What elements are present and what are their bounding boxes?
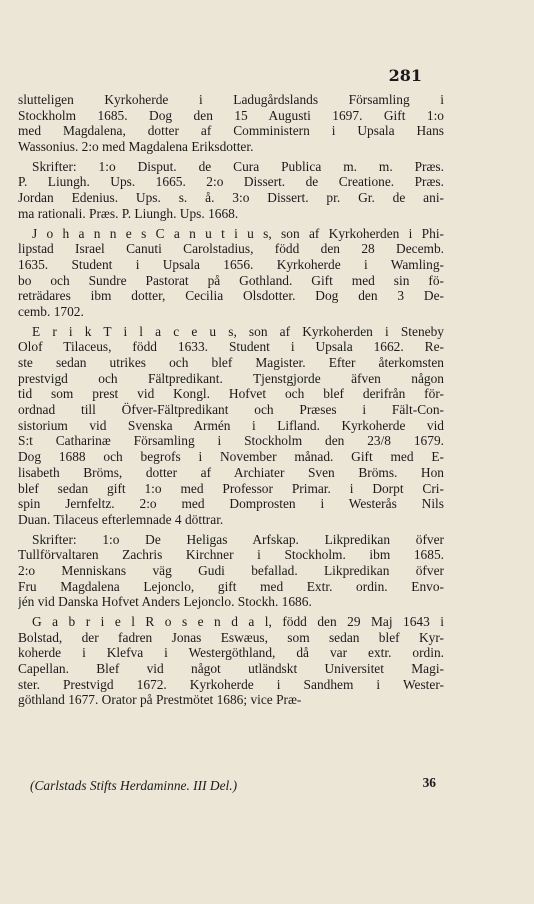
text-line: Jordan Edenius. Ups. s. å. 3:o Dissert. pr. Gr. de ani- bbox=[18, 190, 444, 206]
paragraph bbox=[18, 614, 444, 708]
text-line: Bolstad, der fadren Jonas Eswæus, som sedan blef Kyr- bbox=[18, 629, 444, 645]
text-line: Skrifter: 1:o De Heligas Arfskap. Likpredikan öfver bbox=[32, 531, 444, 547]
text-line: Stockholm 1685. Dog den 15 Augusti 1697. Gift 1:o bbox=[18, 107, 444, 123]
text-line: tid som prest vid Kongl. Hofvet och blef derifrån för- bbox=[18, 386, 444, 402]
text-line: med Magdalena, dotter af Comministern i Upsala Hans bbox=[18, 123, 444, 139]
text-line: ste sedan utrikes och blef Magister. Efter återkomsten bbox=[18, 355, 444, 370]
text-line: ordnad till Öfver-Fältpredikant och Præses i Fält-Con- bbox=[18, 402, 444, 418]
text-line: E r i k T i l a c e u s, son af Kyrkoherden i Steneby bbox=[32, 323, 444, 339]
text-line: Capellan. Blef vid något utländskt Universitet Magi- bbox=[18, 661, 444, 677]
text-line: P. Liungh. Ups. 1665. 2:o Dissert. de Creatione. Præs. bbox=[18, 174, 444, 190]
text-line: Skrifter: 1:o Disput. de Cura Publica m. m. Præs. bbox=[32, 158, 444, 174]
paragraph bbox=[18, 92, 444, 155]
text-line: Wassonius. 2:o med Magdalena Eriksdotter. bbox=[18, 139, 254, 155]
text-line: 1635. Student i Upsala 1656. Kyrkoherde i Wamling- bbox=[18, 256, 444, 272]
text-line: Olof Tilaceus, född 1633. Student i Upsala 1662. Re- bbox=[18, 339, 444, 355]
body-text bbox=[18, 92, 444, 708]
text-line: Dog 1688 och begrofs i November månad. Gift med E- bbox=[18, 449, 444, 465]
text-line: lipstad Israel Canuti Carolstadius, född den 28 Decemb. bbox=[18, 241, 444, 257]
text-line: spin Jernfeltz. 2:o med Domprosten i Westerås Nils bbox=[18, 496, 444, 512]
text-line: prestvigd och Fältpredikant. Tjenstgjorde äfven någon bbox=[18, 370, 444, 386]
text-line: ma rationali. Præs. P. Liungh. Ups. 1668. bbox=[18, 205, 239, 221]
text-line: G a b r i e l R o s e n d a l, född den 29 Maj 1643 i bbox=[32, 614, 444, 629]
text-line: S:t Catharinæ Församling i Stockholm den 23/8 1679. bbox=[18, 433, 444, 449]
text-line: Fru Magdalena Lejonclo, gift med Extr. ordin. Envo- bbox=[18, 578, 444, 594]
text-line: J o h a n n e s C a n u t i u s, son af Kyrkoherden i Phi- bbox=[32, 225, 444, 241]
text-line: bo och Sundre Pastorat på Gothland. Gift med sin fö- bbox=[18, 272, 444, 288]
page-footer bbox=[30, 775, 436, 794]
sheet-signature: 36 bbox=[422, 775, 436, 790]
paragraph bbox=[18, 226, 444, 320]
text-line: blef sedan gift 1:o med Professor Primar. i Dorpt Cri- bbox=[18, 480, 444, 496]
text-line: göthland 1677. Orator på Prestmötet 1686; vice Præ- bbox=[18, 692, 302, 708]
text-line: 2:o Menniskans väg Gudi befallad. Likpredikan öfver bbox=[18, 562, 444, 578]
text-line: Tullförvaltaren Zachris Kirchner i Stockholm. ibm 1685. bbox=[18, 547, 444, 563]
text-line: ster. Prestvigd 1672. Kyrkoherde i Sandhem i Wester- bbox=[18, 676, 444, 692]
text-line: Duan. Tilaceus efterlemnade 4 döttrar. bbox=[18, 511, 224, 527]
text-line: koherde i Klefva i Westergöthland, då var extr. ordin. bbox=[18, 645, 444, 661]
text-line: sistorium vid Svenska Armén i Lifland. Kyrkoherde vid bbox=[18, 417, 444, 433]
text-line: reträdares ibm dotter, Cecilia Olsdotter. Dog den 3 De- bbox=[18, 288, 444, 304]
text-line: slutteligen Kyrkoherde i Ladugårdslands Församling i bbox=[18, 92, 444, 107]
text-line: lisabeth Bröms, dotter af Archiater Sven Bröms. Hon bbox=[18, 464, 444, 480]
paragraph bbox=[18, 324, 444, 528]
paragraph bbox=[18, 159, 444, 222]
text-line: cemb. 1702. bbox=[18, 303, 84, 319]
paragraph bbox=[18, 532, 444, 610]
printer-signature: (Carlstads Stifts Herdaminne. III Del.) bbox=[30, 778, 238, 793]
page-number: 281 bbox=[388, 66, 422, 85]
text-line: jén vid Danska Hofvet Anders Lejonclo. Stockh. 1686. bbox=[18, 594, 312, 610]
